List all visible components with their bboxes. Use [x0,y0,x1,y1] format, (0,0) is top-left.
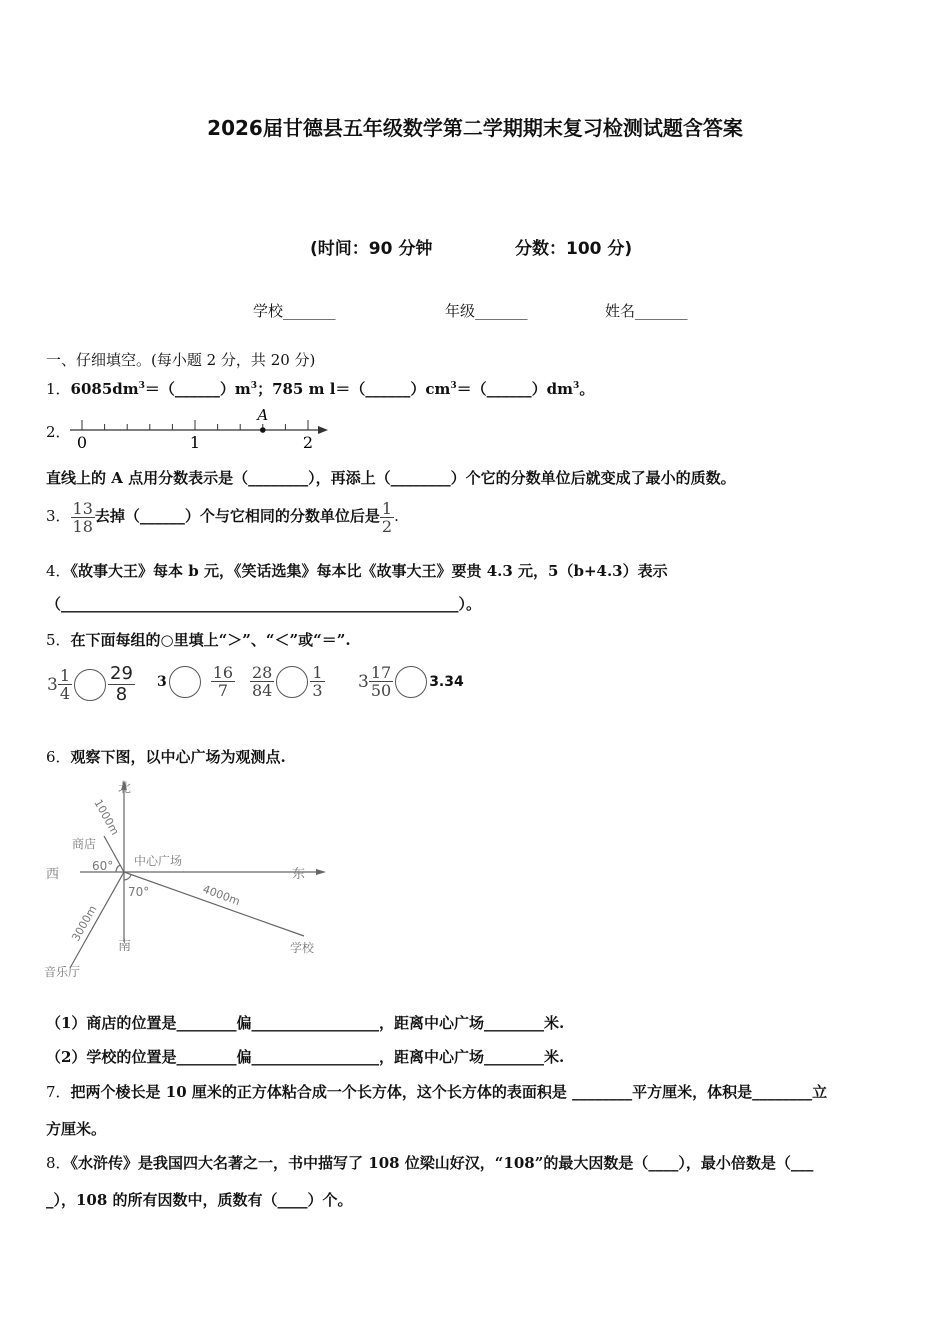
q1-sup: 3 [138,381,145,391]
numerator: 1 [312,663,323,682]
q1-part: 6085dm [70,380,139,398]
q8-line2: _），108 的所有因数中，质数有（____）个。 [46,1191,353,1209]
q1-part: ；785 m l＝（______）cm [257,380,451,398]
right-value: 3.34 [429,673,464,690]
question-8 [46,1153,813,1173]
denominator: 2 [381,516,393,536]
compare-circle[interactable] [169,666,201,698]
school-label: 学校 [290,941,315,955]
q-number: 3． [46,507,71,525]
numerator: 28 [252,663,273,682]
denominator: 3 [312,681,323,700]
school-distance: 4000m [200,882,242,909]
denominator: 84 [252,681,273,700]
denominator: 4 [59,684,71,703]
east-label: 东 [292,867,306,882]
fraction [211,664,235,699]
question-6 [46,747,286,767]
numerator: 1 [381,498,393,518]
numerator: 17 [370,663,392,682]
time-label: (时间：90 分钟 [310,239,433,259]
q4-text: 《故事大王》每本 b 元，《笑话选集》每本比《故事大王》要贵 4.3 元，5（b+4.3）表示 [70,562,668,580]
question-4 [46,561,668,581]
south-label: 南 [118,939,132,954]
q7-line2: 方厘米。 [46,1120,107,1138]
fraction [369,664,393,699]
numerator: 1 [59,666,71,685]
point-a [260,427,266,433]
direction-diagram [42,772,332,984]
grade-field: 年级_______ [445,302,528,320]
fraction [250,664,274,699]
north-label: 北 [118,781,132,796]
denominator: 18 [72,516,93,536]
fraction [108,664,135,705]
compare-item-4 [358,664,464,699]
fraction [310,664,324,699]
question-3 [46,496,399,536]
compare-circle[interactable] [276,666,308,698]
q-number: 7． [46,1083,71,1101]
number-line [66,402,336,452]
denominator: 7 [217,681,229,700]
q1-part: 。 [579,380,595,398]
angle-70: 70° [128,885,150,899]
q-number: 1． [46,380,71,398]
q6-sub-1: （1）商店的位置是________偏_________________，距离中心广场________米. [46,1014,565,1032]
q1-part: ＝（______）m [144,380,251,398]
fraction [58,667,72,702]
hall-label: 音乐厅 [44,965,81,979]
name-field: 姓名_______ [605,302,688,320]
numerator: 16 [212,663,234,682]
compare-item-3 [250,664,325,699]
q-number: 8． [46,1154,71,1172]
denominator: 50 [370,681,392,700]
compare-circle[interactable] [395,666,427,698]
q2-text: 直线上的 A 点用分数表示是（________），再添上（________）个它的分数单位后就变成了最小的质数。 [46,469,736,487]
compare-item-1 [47,664,135,705]
q5-text: 在下面每组的○里填上“＞”、“＜”或“＝”. [70,631,351,649]
q-number: 5． [46,631,71,649]
denominator: 8 [115,684,128,705]
tick-label-0: 0 [76,433,88,452]
q4-answer-line: （_____________________________________________________）。 [46,595,482,613]
whole-number: 3 [47,674,58,695]
left-value: 3 [157,673,167,690]
point-a-label: A [257,406,269,424]
compare-item-2 [157,664,235,699]
q3-text: 去掉（______）个与它相同的分数单位后是 [94,507,380,525]
q-number: 6． [46,748,71,766]
whole-number: 3 [358,671,369,692]
compare-circle[interactable] [74,669,106,701]
tick-label-2: 2 [302,433,314,452]
q-number: 2． [46,423,71,441]
page-title: 2026届甘德县五年级数学第二学期期末复习检测试题含答案 [207,116,743,140]
hall-distance: 3000m [69,903,100,944]
q6-text: 观察下图，以中心广场为观测点. [70,748,286,766]
q8-text: 《水浒传》是我国四大名著之一，书中描写了 108 位梁山好汉，“108”的最大因数是（____），最小倍数是（___ [70,1154,814,1172]
score-label: 分数：100 分) [515,239,633,259]
q3-end: . [394,507,399,525]
angle-60: 60° [92,859,114,873]
question-5 [46,630,351,650]
shop-distance: 1000m [91,797,122,838]
question-1 [46,376,594,399]
q1-sup: 3 [450,381,457,391]
q-number: 4． [46,562,71,580]
fraction [380,500,394,535]
shop-label: 商店 [72,837,97,851]
numerator: 29 [110,663,133,684]
west-label: 西 [46,867,60,882]
tick-label-1: 1 [189,433,201,452]
fraction [71,500,95,535]
center-label: 中心广场 [134,854,183,868]
q6-sub-2: （2）学校的位置是________偏_________________，距离中心广场________米. [46,1048,565,1066]
q1-part: ＝（______）dm [456,380,574,398]
q1-sup: 3 [573,381,580,391]
question-7 [46,1082,827,1102]
q7-text: 把两个棱长是 10 厘米的正方体粘合成一个长方体，这个长方体的表面积是 ________平方厘米，体积是________立 [70,1083,828,1101]
numerator: 13 [72,498,93,518]
q1-sup: 3 [250,381,258,391]
section-heading: 一、仔细填空。(每小题 2 分，共 20 分) [46,351,316,369]
school-field: 学校_______ [253,302,336,320]
